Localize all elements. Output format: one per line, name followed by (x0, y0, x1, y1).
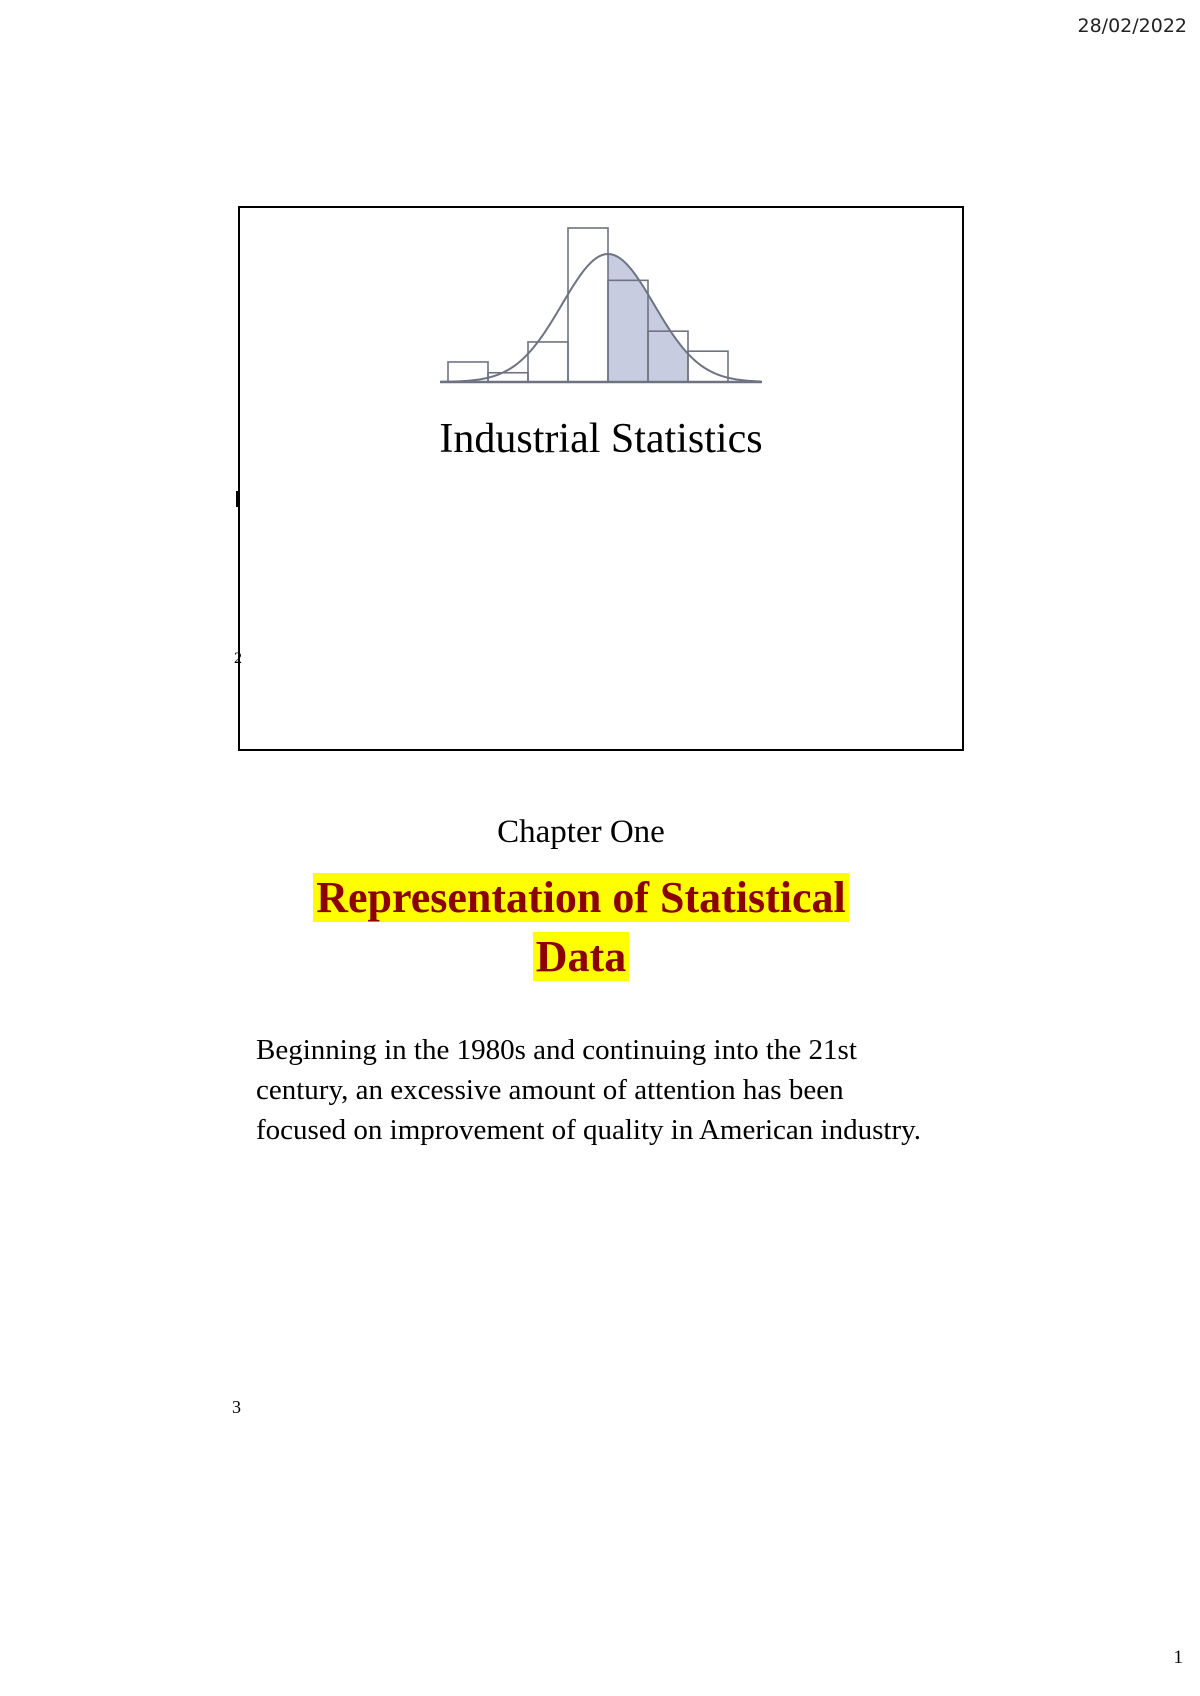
histogram-bar (488, 373, 528, 382)
slide-marker (236, 491, 240, 507)
body-paragraph: Beginning in the 1980s and continuing into the 21st century, an excessive amount of attention has been focused on improvement of quality in American industry. (256, 1034, 921, 1146)
chapter-title-line-2: Data (533, 932, 629, 981)
histogram-shade-region (648, 294, 688, 382)
chapter-title-line-1: Representation of Statistical (313, 873, 849, 922)
page-number: 1 (1173, 1647, 1183, 1668)
histogram-bar (688, 351, 728, 382)
chapter-title (238, 868, 964, 986)
histogram-bar (568, 228, 608, 382)
slide-1 (234, 206, 964, 751)
chapter-label: Chapter One (497, 814, 665, 850)
slide-2 (232, 800, 964, 1480)
histogram-figure (440, 216, 770, 391)
page-date: 28/02/2022 (1077, 15, 1187, 37)
slide-number: 3 (232, 1397, 241, 1417)
slide-number-mark: 2 (234, 650, 242, 667)
histogram-shade-region (608, 254, 648, 382)
slide-title: Industrial Statistics (439, 416, 763, 462)
